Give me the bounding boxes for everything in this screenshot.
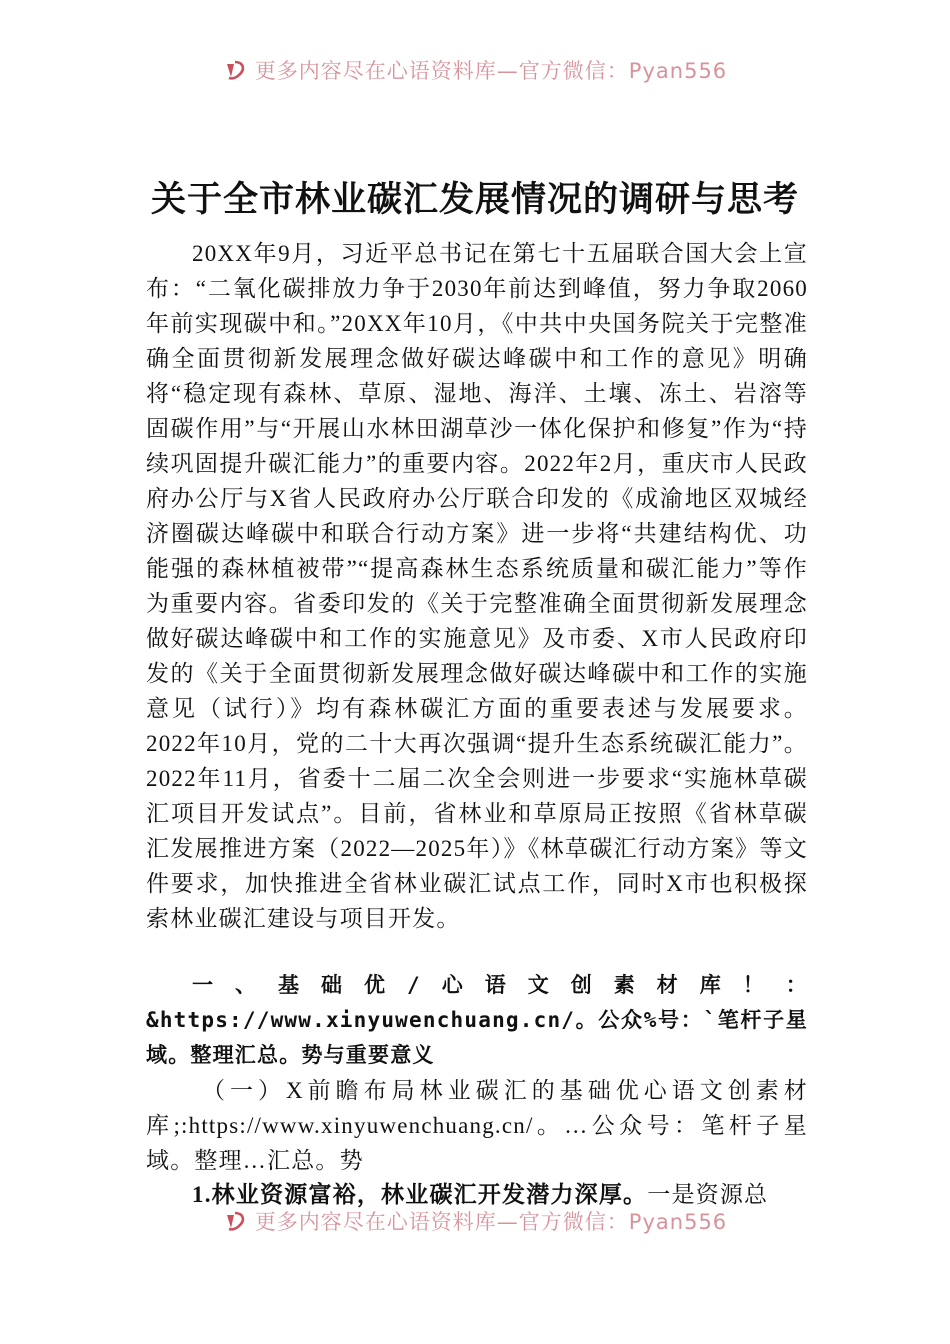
point-1-lead: 1.林业资源富裕，林业碳汇开发潜力深厚。 <box>192 1182 648 1207</box>
watermark-text: 更多内容尽在心语资料库—官方微信：Pyan556 <box>254 1210 728 1234</box>
header-watermark <box>0 52 950 88</box>
point-1-text: 一是资源总 <box>647 1182 769 1207</box>
brand-logo-icon <box>223 57 249 83</box>
watermark-text: 更多内容尽在心语资料库—官方微信：Pyan556 <box>254 59 728 83</box>
subsection-heading: （一）X前瞻布局林业碳汇的基础优心语文创素材库;:https://www.xinyuwenchuang.cn/。…公众号：笔杆子星域。整理…汇总。势 <box>146 1078 808 1173</box>
intro-paragraph: 20XX年9月，习近平总书记在第七十五届联合国大会上宣布：“二氧化碳排放力争于2030年前达到峰值，努力争取2060年前实现碳中和。”20XX年10月，《中共中央国务院关于完整准确全面贯彻新发展理念做好碳达峰碳中和工作的意见》明确将“稳定现有森林、草原、湿地、海洋、土壤、冻土、岩溶等固碳作用”与“开展山水林田湖草沙一体化保护和修复”作为“持续巩固提升碳汇能力”的重要内容。2022年2月，重庆市人民政府办公厅与X省人民政府办公厅联合印发的《成渝地区双城经济圈碳达峰碳中和联合行动方案》进一步将“共建结构优、功能强的森林植被带”“提高森林生态系统质量和碳汇能力”等作为重要内容。省委印发的《关于完整准确全面贯彻新发展理念做好碳达峰碳中和工作的实施意见》及市委、X市人民政府印发的《关于全面贯彻新发展理念做好碳达峰碳中和工作的实施意见（试行）》均有森林碳汇方面的重要表述与发展要求。2022年10月，党的二十大再次强调“提升生态系统碳汇能力”。2022年11月，省委十二届二次全会则进一步要求“实施林草碳汇项目开发试点”。目前，省林业和草原局正按照《省林草碳汇发展推进方案（2022—2025年）》《林草碳汇行动方案》等文件要求，加快推进全省林业碳汇试点工作，同时X市也积极探索林业碳汇建设与项目开发。 <box>146 241 808 931</box>
brand-logo-icon <box>223 1208 249 1234</box>
section-heading: 一、基础优/心语文创素材库！：&https://www.xinyuwenchuang.cn/。公众%号：`笔杆子星域。整理汇总。势与重要意义 <box>146 973 808 1067</box>
footer-watermark <box>0 1203 950 1239</box>
document-title: 关于全市林业碳汇发展情况的调研与思考 <box>150 179 799 220</box>
